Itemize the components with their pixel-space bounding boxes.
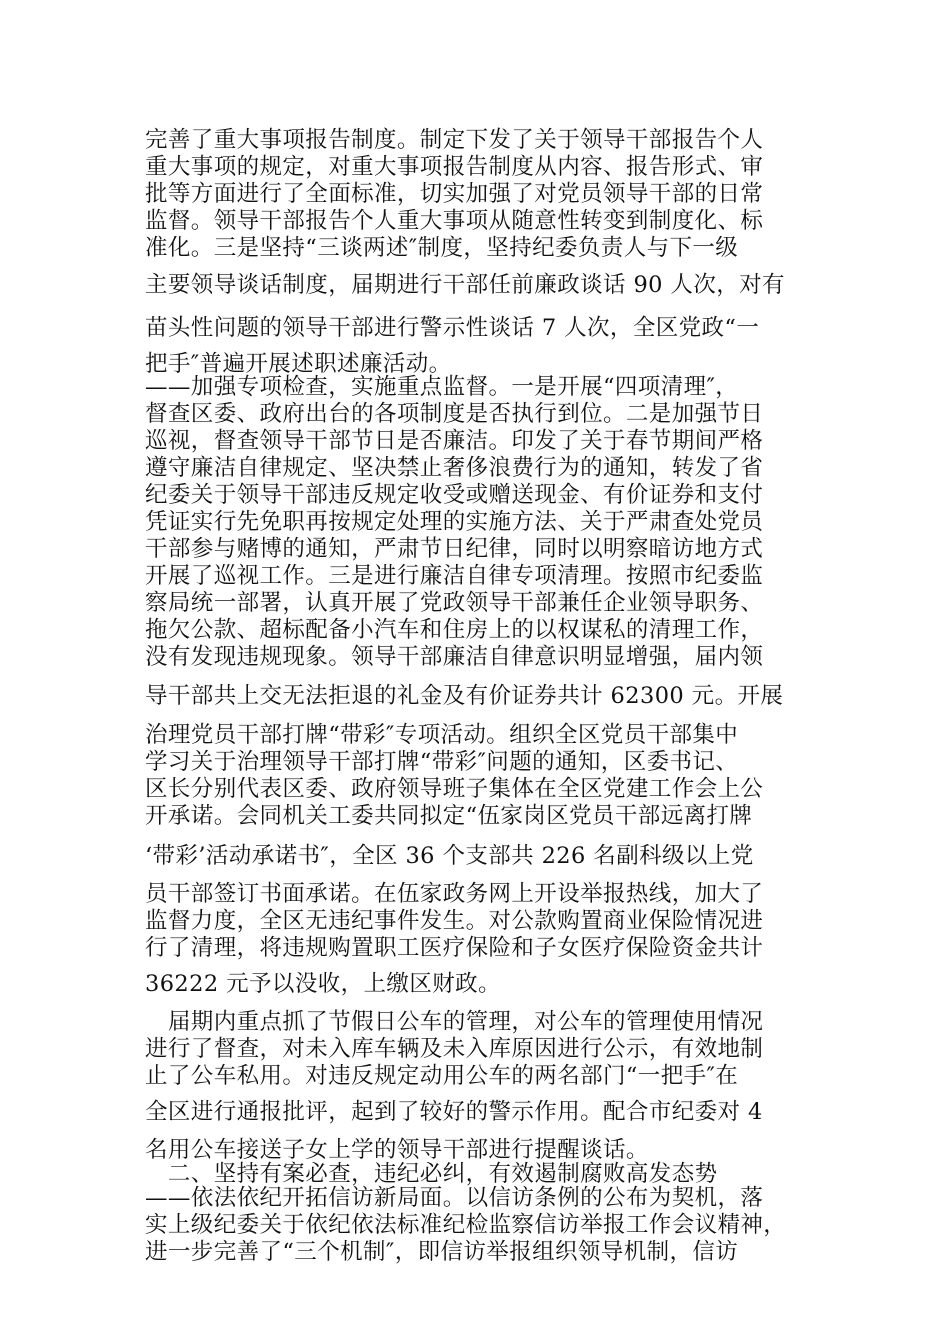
text-line: 学习关于治理领导干部打牌“带彩″问题的通知，区委书记、 bbox=[145, 749, 739, 775]
text-line: 纪委关于领导干部违反规定收受或赠送现金、有价证券和支付 bbox=[145, 482, 764, 508]
text-line: ——加强专项检查，实施重点监督。一是开展“四项清理″， bbox=[145, 374, 739, 400]
section-heading: 二、坚持有案必查，违纪必纠，有效遏制腐败高发态势 bbox=[145, 1161, 718, 1187]
text-line: 实上级纪委关于依纪依法标准纪检监察信访举报工作会议精神， bbox=[145, 1212, 787, 1238]
text-line: 遵守廉洁自律规定、坚决禁止奢侈浪费行为的通知，转发了省 bbox=[145, 455, 764, 481]
text-line: 完善了重大事项报告制度。制定下发了关于领导干部报告个人 bbox=[145, 127, 764, 153]
text-line: 监督力度，全区无违纪事件发生。对公款购置商业保险情况进 bbox=[145, 908, 764, 934]
text-line: 巡视，督查领导干部节日是否廉洁。印发了关于春节期间严格 bbox=[145, 428, 764, 454]
text-line: 开展了巡视工作。三是进行廉洁自律专项清理。按照市纪委监 bbox=[145, 563, 764, 589]
text-line: 重大事项的规定，对重大事项报告制度从内容、报告形式、审 bbox=[145, 154, 764, 180]
text-line: 36222 元予以没收，上缴区财政。 bbox=[145, 971, 501, 997]
text-line: 行了清理，将违规购置职工医疗保险和子女医疗保险资金共计 bbox=[145, 935, 764, 961]
text-line: 苗头性问题的领导干部进行警示性谈话 7 人次，全区党政“一 bbox=[145, 315, 760, 341]
text-line: 开承诺。会同机关工委共同拟定“伍家岗区党员干部远离打牌 bbox=[145, 803, 753, 829]
text-line: 干部参与赌博的通知，严肃节日纪律，同时以明察暗访地方式 bbox=[145, 536, 764, 562]
text-line: 主要领导谈话制度，届期进行干部任前廉政谈话 90 人次，对有 bbox=[145, 272, 785, 298]
text-line: 批等方面进行了全面标准，切实加强了对党员领导干部的日常 bbox=[145, 181, 764, 207]
text-line: 进行了督查，对未入库车辆及未入库原因进行公示，有效地制 bbox=[145, 1036, 764, 1062]
text-line: 治理党员干部打牌“带彩″专项活动。组织全区党员干部集中 bbox=[145, 722, 739, 748]
text-line: ‘带彩’活动承诺书″，全区 36 个支部共 226 名副科级以上党 bbox=[145, 843, 754, 869]
text-line: 察局统一部署，认真开展了党政领导干部兼任企业领导职务、 bbox=[145, 590, 764, 616]
text-line: 凭证实行先免职再按规定处理的实施方法、关于严肃查处党员 bbox=[145, 509, 764, 535]
text-line: 员干部签订书面承诺。在伍家政务网上开设举报热线，加大了 bbox=[145, 881, 764, 907]
text-line: 没有发现违规现象。领导干部廉洁自律意识明显增强，届内领 bbox=[145, 644, 764, 670]
text-line: 全区进行通报批评，起到了较好的警示作用。配合市纪委对 4 bbox=[145, 1099, 763, 1125]
text-line: 拖欠公款、超标配备小汽车和住房上的以权谋私的清理工作， bbox=[145, 617, 764, 643]
text-line: 进一步完善了“三个机制″，即信访举报组织领导机制，信访 bbox=[145, 1239, 739, 1265]
text-line: 把手″普遍开展述职述廉活动。 bbox=[145, 351, 452, 377]
text-line: 导干部共上交无法拒退的礼金及有价证券共计 62300 元。开展 bbox=[145, 683, 784, 709]
text-line: 监督。领导干部报告个人重大事项从随意性转变到制度化、标 bbox=[145, 208, 764, 234]
text-line: ——依法依纪开拓信访新局面。以信访条例的公布为契机，落 bbox=[145, 1185, 764, 1211]
text-line: 名用公车接送子女上学的领导干部进行提醒谈话。 bbox=[145, 1137, 649, 1163]
text-line: 准化。三是坚持“三谈两述″制度，坚持纪委负责人与下一级 bbox=[145, 235, 739, 261]
text-line: 止了公车私用。对违反规定动用公车的两名部门“一把手″在 bbox=[145, 1063, 739, 1089]
text-line: 区长分别代表区委、政府领导班子集体在全区党建工作会上公 bbox=[145, 776, 764, 802]
text-line: 届期内重点抓了节假日公车的管理，对公车的管理使用情况 bbox=[145, 1009, 764, 1035]
text-line: 督查区委、政府出台的各项制度是否执行到位。二是加强节日 bbox=[145, 401, 764, 427]
